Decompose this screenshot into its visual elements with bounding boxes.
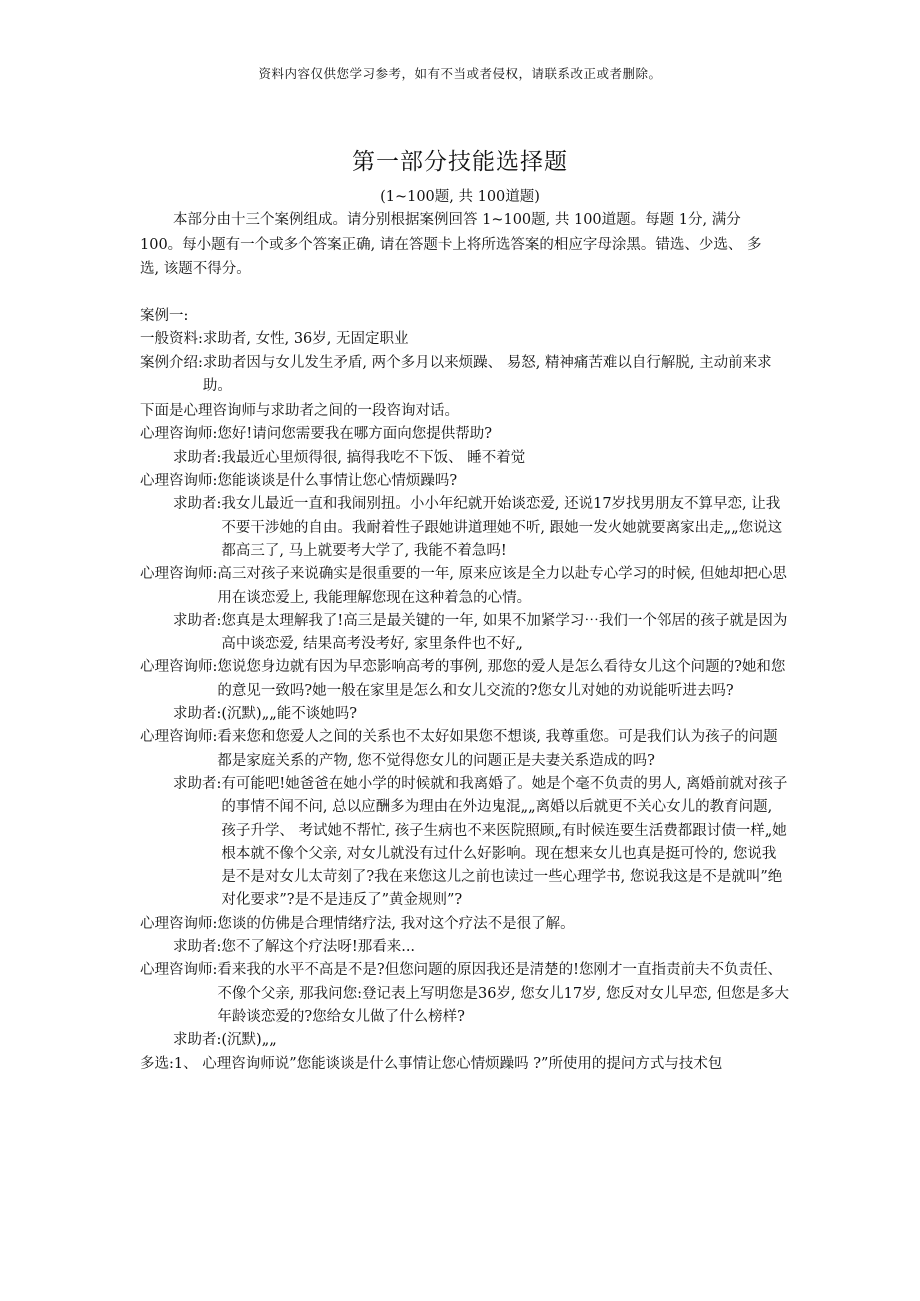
general-info-label: 一般资料: — [140, 331, 203, 348]
dialog-turn — [140, 959, 790, 1029]
case-heading: 案例一: — [140, 308, 189, 324]
dialog-turn — [140, 703, 790, 726]
dialog-turn — [140, 563, 790, 610]
page-subtitle: (1~100题, 共 100道题) — [380, 189, 540, 205]
utterance-text: 我女儿最近一直和我闹别扭。小小年纪就开始谈恋爱, 还说17岁找男朋友不算早恋, 让我不要干涉她的自由。我耐着性子跟她讲道理她不听, 跟她一发火她就要离家出走„„您说这都高三了, 马上就要考大学了, 我能不着急吗! — [221, 496, 783, 559]
case-intro-label: 案例介绍: — [140, 354, 203, 371]
dialog-turn — [140, 610, 790, 657]
utterance-text: (沉默)„„ — [221, 1032, 277, 1049]
general-info-row — [140, 328, 790, 351]
case-intro-text: 求助者因与女儿发生矛盾, 两个多月以来烦躁、 易怒, 精神痛苦难以自行解脱, 主动前来求助。 — [202, 354, 772, 394]
speaker-label: 求助者: — [173, 775, 222, 792]
utterance-text: (沉默)„„能不谈她吗? — [221, 706, 358, 723]
dialog-turn — [140, 1029, 790, 1052]
utterance-text: 您谈的仿佛是合理情绪疗法, 我对这个疗法不是很了解。 — [217, 915, 575, 932]
dialog-turn — [140, 447, 790, 470]
utterance-text: 我最近心里烦得很, 搞得我吃不下饭、 睡不着觉 — [221, 449, 526, 466]
page-title: 第一部分技能选择题 — [352, 149, 568, 175]
utterance-text: 您说您身边就有因为早恋影响高考的事例, 那您的爱人是怎么看待女儿这个问题的?她和您的意见一致吗?她一般在家里是怎么和女儿交流的?您女儿对她的劝说能听进去吗? — [217, 659, 786, 699]
dialog-lead: 下面是心理咨询师与求助者之间的一段咨询对话。 — [140, 403, 459, 420]
dialog-turn — [140, 493, 790, 563]
speaker-label: 心理咨询师: — [140, 473, 218, 490]
speaker-label: 心理咨询师: — [140, 729, 218, 746]
utterance-text: 看来您和您爱人之间的关系也不太好如果您不想谈, 我尊重您。可是我们认为孩子的问题都是家庭关系的产物, 您不觉得您女儿的问题正是夫妻关系造成的吗? — [217, 729, 778, 769]
intro-paragraph: 本部分由十三个案例组成。请分别根据案例回答 1~100题, 共 100道题。每题 1分, 满分 100。每小题有一个或多个答案正确, 请在答题卡上将所选答案的相应字母涂黑。错选、少选、 多选, 该题不得分。 — [140, 212, 762, 277]
dialog-turn — [140, 656, 790, 703]
question-text: 多选:1、 心理咨询师说”您能谈谈是什么事情让您心情烦躁吗 ?”所使用的提问方式与技术包 — [140, 1055, 723, 1072]
dialog-turn — [140, 913, 790, 936]
speaker-label: 求助者: — [173, 449, 222, 466]
utterance-text: 您真是太理解我了!高三是最关键的一年, 如果不加紧学习⋯我们一个邻居的孩子就是因为高中谈恋爱, 结果高考没考好, 家里条件也不好„ — [221, 612, 788, 653]
speaker-label: 求助者: — [173, 496, 222, 513]
dialog-list — [140, 423, 790, 1052]
speaker-label: 求助者: — [173, 1032, 222, 1049]
speaker-label: 求助者: — [173, 706, 222, 723]
speaker-label: 心理咨询师: — [140, 915, 218, 932]
case-intro-row — [140, 352, 790, 399]
header-disclaimer: 资料内容仅供您学习参考，如有不当或者侵权，请联系改正或者删除。 — [258, 66, 662, 81]
utterance-text: 高三对孩子来说确实是很重要的一年, 原来应该是全力以赴专心学习的时候, 但她却把心思用在谈恋爱上, 我能理解您现在这种着急的心情。 — [217, 566, 787, 606]
utterance-text: 看来我的水平不高是不是?但您问题的原因我还是清楚的!您刚才一直指责前夫不负责任、 不像个父亲, 那我问您:登记表上写明您是36岁, 您女儿17岁, 您反对女儿早恋, 但您是多大年龄谈恋爱的?您给女儿做了什么榜样? — [217, 962, 790, 1025]
speaker-label: 心理咨询师: — [140, 426, 218, 443]
dialog-turn — [140, 773, 790, 913]
speaker-label: 心理咨询师: — [140, 566, 218, 583]
utterance-text: 有可能吧!她爸爸在她小学的时候就和我离婚了。她是个毫不负责的男人, 离婚前就对孩子的事情不闻不问, 总以应酬多为理由在外边鬼混„„离婚以后就更不关心女儿的教育问题, 孩子升学、 考试她不帮忙, 孩子生病也不来医院照顾„有时候连要生活费都跟讨债一样„她根本就不像个父亲, 对女儿就没有过什么好影响。现在想来女儿也真是挺可怜的, 您说我是不是对女儿太苛刻了?我在来您这儿之前也读过一些心理学书, 您说我这是不是就叫”绝对化要求”?是不是违反了”黄金规则”? — [221, 775, 788, 909]
general-info-text: 求助者, 女性, 36岁, 无固定职业 — [202, 331, 409, 348]
utterance-text: 您能谈谈是什么事情让您心情烦躁吗? — [217, 473, 458, 490]
dialog-turn — [140, 936, 790, 959]
dialog-turn — [140, 423, 790, 446]
dialog-turn — [140, 726, 790, 773]
speaker-label: 心理咨询师: — [140, 962, 218, 979]
speaker-label: 求助者: — [173, 612, 222, 629]
utterance-text: 您好!请问您需要我在哪方面向您提供帮助? — [217, 426, 492, 443]
dialog-turn — [140, 470, 790, 493]
speaker-label: 求助者: — [173, 939, 222, 956]
case-section — [140, 305, 790, 1076]
utterance-text: 您不了解这个疗法呀!那看来... — [221, 939, 416, 956]
speaker-label: 心理咨询师: — [140, 659, 218, 676]
